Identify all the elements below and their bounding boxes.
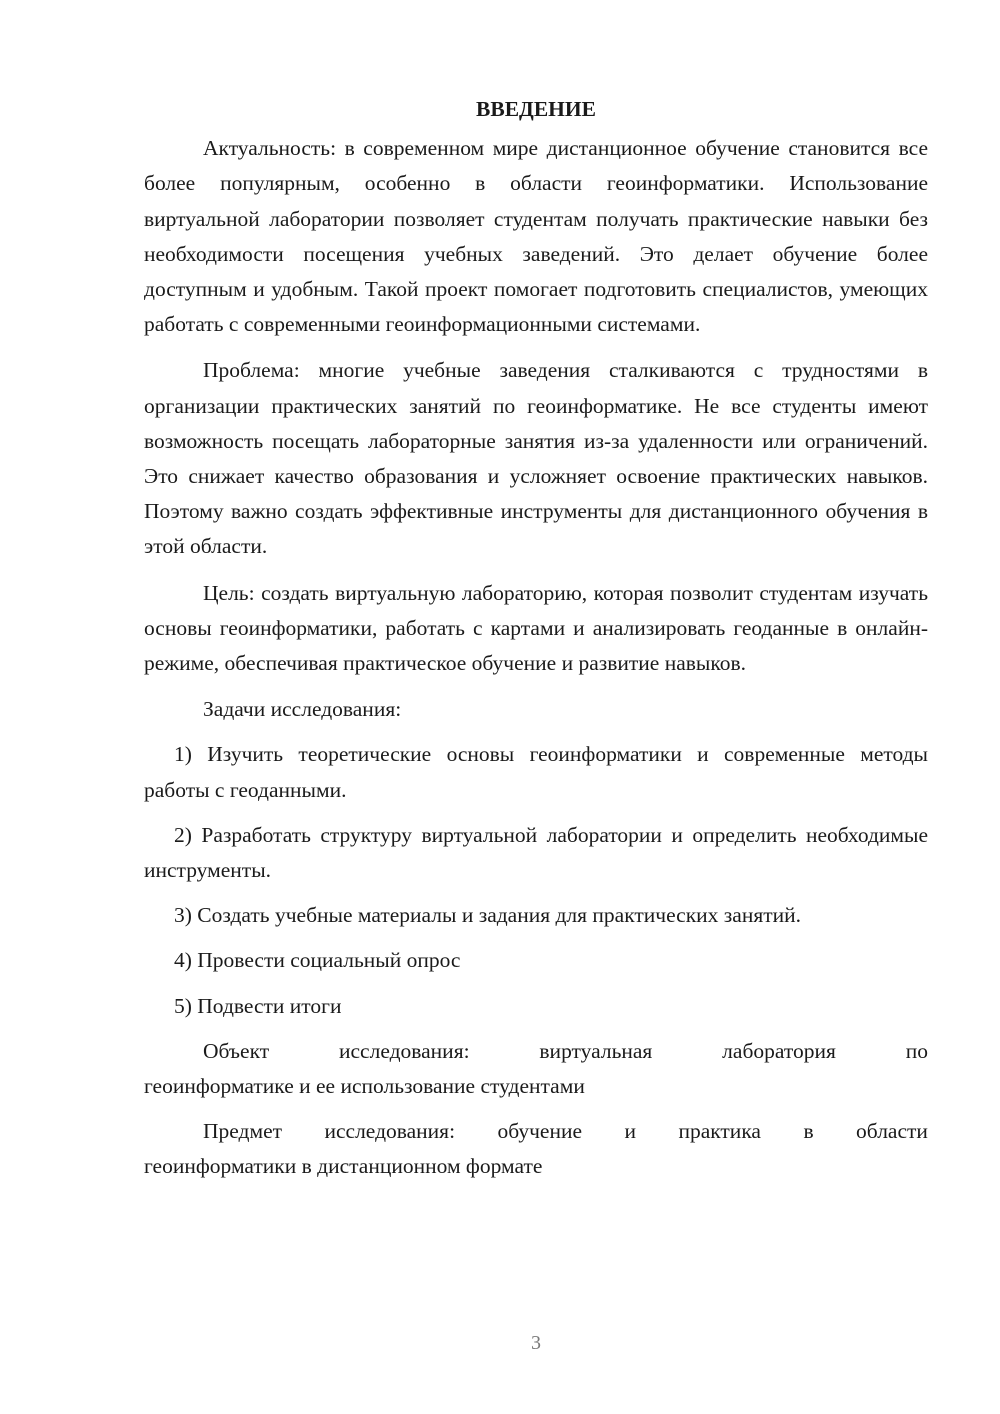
subject-word: Предмет xyxy=(203,1119,283,1144)
tasks-list xyxy=(144,737,928,1023)
object-word: по xyxy=(905,1038,928,1063)
subject-word: и xyxy=(624,1119,636,1144)
document-body xyxy=(144,92,928,1195)
task-item: 3) Создать учебные материалы и задания для практических занятий. xyxy=(174,903,802,928)
section-heading: ВВЕДЕНИЕ xyxy=(476,97,596,121)
object-word: Объект xyxy=(203,1038,270,1063)
task-item: 2) Разработать структуру виртуальной лаборатории и определить необходимые инструменты. xyxy=(144,822,928,883)
research-object xyxy=(144,1034,928,1104)
research-object-continuation: геоинформатике и ее использование студентами xyxy=(144,1074,585,1099)
subject-word: в xyxy=(803,1119,814,1144)
problem-paragraph: Проблема: многие учебные заведения сталкиваются с трудностями в организации практических занятий по геоинформатике. Не все студенты имеют возможность посещать лабораторные занятия из-за удаленности или ограничений. Это снижает качество образования и усложняет освоение практических навыков. Поэтому важно создать эффективные инструменты для дистанционного обучения в этой области. xyxy=(144,358,928,559)
task-item: 1) Изучить теоретические основы геоинформатики и современные методы работы с геоданными. xyxy=(144,742,928,802)
subject-word: исследования: xyxy=(324,1119,456,1144)
research-subject-continuation: геоинформатики в дистанционном формате xyxy=(144,1154,543,1179)
object-word: лаборатория xyxy=(722,1038,836,1063)
task-item: 4) Провести социальный опрос xyxy=(174,948,461,973)
object-word: виртуальная xyxy=(539,1038,653,1063)
subject-word: практика xyxy=(678,1119,761,1144)
page-number: 3 xyxy=(531,1332,541,1354)
research-subject-first-line xyxy=(144,1114,928,1149)
task-item: 5) Подвести итоги xyxy=(174,993,342,1018)
subject-word: обучение xyxy=(497,1119,583,1144)
research-object-first-line xyxy=(144,1034,928,1069)
subject-word: области xyxy=(856,1119,928,1144)
goal-paragraph: Цель: создать виртуальную лабораторию, которая позволит студентам изучать основы геоинформатики, работать с картами и анализировать геоданные в онлайн-режиме, обеспечивая практическое обучение и развитие навыков. xyxy=(144,580,928,676)
object-word: исследования: xyxy=(339,1038,470,1063)
tasks-title: Задачи исследования: xyxy=(203,697,402,722)
research-subject xyxy=(144,1114,928,1184)
relevance-paragraph: Актуальность: в современном мире дистанционное обучение становится все более популярным, особенно в области геоинформатики. Использование виртуальной лаборатории позволяет студентам получать практические навыки без необходимости посещения учебных заведений. Это делает обучение более доступным и удобным. Такой проект помогает подготовить специалистов, умеющих работать с современными геоинформационными системами. xyxy=(144,136,928,337)
